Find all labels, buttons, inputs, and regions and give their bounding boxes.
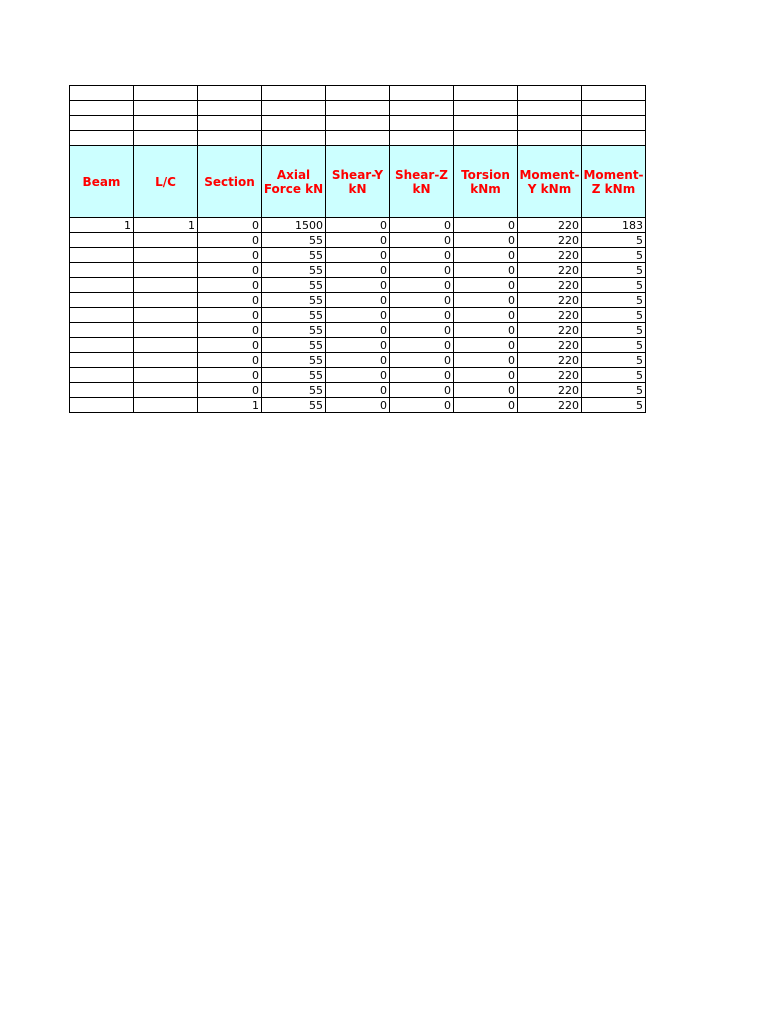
table-row xyxy=(70,308,646,323)
table-cell[interactable]: 5 xyxy=(582,263,646,278)
table-cell[interactable] xyxy=(134,383,198,398)
table-cell[interactable] xyxy=(70,233,134,248)
table-cell[interactable] xyxy=(70,308,134,323)
table-cell[interactable] xyxy=(70,263,134,278)
table-cell[interactable]: 5 xyxy=(582,368,646,383)
blank-cell[interactable] xyxy=(134,116,198,131)
table-cell[interactable]: 0 xyxy=(326,383,390,398)
table-cell[interactable]: 0 xyxy=(326,338,390,353)
table-row xyxy=(70,338,646,353)
table-cell[interactable]: 0 xyxy=(198,323,262,338)
blank-row xyxy=(70,116,646,131)
table-cell[interactable]: 55 xyxy=(262,308,326,323)
blank-cell[interactable] xyxy=(326,86,390,101)
table-cell[interactable]: 5 xyxy=(582,353,646,368)
table-cell[interactable]: 220 xyxy=(518,353,582,368)
table-cell[interactable]: 55 xyxy=(262,293,326,308)
blank-cell[interactable] xyxy=(454,101,518,116)
blank-cell[interactable] xyxy=(518,131,582,146)
table-cell[interactable]: 0 xyxy=(454,308,518,323)
table-cell[interactable] xyxy=(134,323,198,338)
table-cell[interactable]: 0 xyxy=(326,278,390,293)
table-cell[interactable]: 55 xyxy=(262,233,326,248)
table-cell[interactable]: 220 xyxy=(518,308,582,323)
blank-cell[interactable] xyxy=(518,116,582,131)
table-row xyxy=(70,233,646,248)
table-row xyxy=(70,323,646,338)
blank-cell[interactable] xyxy=(582,131,646,146)
table-cell[interactable]: 0 xyxy=(198,353,262,368)
table-cell[interactable]: 0 xyxy=(454,278,518,293)
blank-row xyxy=(70,131,646,146)
blank-row xyxy=(70,86,646,101)
blank-cell[interactable] xyxy=(70,86,134,101)
blank-cell[interactable] xyxy=(70,101,134,116)
table-cell[interactable]: 55 xyxy=(262,263,326,278)
blank-cell[interactable] xyxy=(326,101,390,116)
table-cell[interactable] xyxy=(70,323,134,338)
table-cell[interactable]: 0 xyxy=(454,323,518,338)
table-cell[interactable] xyxy=(134,263,198,278)
blank-cell[interactable] xyxy=(390,86,454,101)
table-cell[interactable]: 5 xyxy=(582,323,646,338)
table-cell[interactable]: 220 xyxy=(518,323,582,338)
table-cell[interactable]: 0 xyxy=(454,383,518,398)
table-cell[interactable]: 0 xyxy=(454,233,518,248)
table-body xyxy=(70,86,646,413)
blank-cell[interactable] xyxy=(262,86,326,101)
blank-cell[interactable] xyxy=(198,86,262,101)
table-row xyxy=(70,368,646,383)
table-cell[interactable]: 0 xyxy=(326,308,390,323)
table-cell[interactable] xyxy=(70,368,134,383)
blank-cell[interactable] xyxy=(70,116,134,131)
table-cell[interactable]: 1 xyxy=(198,398,262,413)
blank-cell[interactable] xyxy=(262,131,326,146)
table-cell[interactable]: 55 xyxy=(262,368,326,383)
table-cell[interactable] xyxy=(134,338,198,353)
blank-cell[interactable] xyxy=(582,86,646,101)
table-cell[interactable]: 0 xyxy=(454,398,518,413)
table-cell[interactable]: 0 xyxy=(390,248,454,263)
table-cell[interactable]: 5 xyxy=(582,338,646,353)
table-cell[interactable]: 220 xyxy=(518,338,582,353)
blank-cell[interactable] xyxy=(454,86,518,101)
table-cell[interactable]: 0 xyxy=(390,293,454,308)
table-cell[interactable]: 0 xyxy=(390,368,454,383)
table-cell[interactable] xyxy=(70,353,134,368)
blank-cell[interactable] xyxy=(198,131,262,146)
table-cell[interactable]: 220 xyxy=(518,248,582,263)
table-cell[interactable]: 220 xyxy=(518,263,582,278)
table-cell[interactable]: 0 xyxy=(326,353,390,368)
blank-cell[interactable] xyxy=(198,101,262,116)
table-row xyxy=(70,263,646,278)
blank-cell[interactable] xyxy=(326,131,390,146)
table-row xyxy=(70,218,646,233)
table-cell[interactable]: 0 xyxy=(198,233,262,248)
blank-cell[interactable] xyxy=(134,131,198,146)
header-row xyxy=(70,146,646,218)
table-cell[interactable]: 5 xyxy=(582,248,646,263)
column-header[interactable]: L/C xyxy=(134,146,198,218)
table-cell[interactable]: 0 xyxy=(390,308,454,323)
blank-cell[interactable] xyxy=(390,101,454,116)
table-row xyxy=(70,353,646,368)
table-cell[interactable]: 0 xyxy=(454,248,518,263)
table-cell[interactable]: 0 xyxy=(326,233,390,248)
table-cell[interactable]: 55 xyxy=(262,248,326,263)
table-cell[interactable]: 0 xyxy=(198,383,262,398)
table-cell[interactable]: 0 xyxy=(390,263,454,278)
table-cell[interactable]: 0 xyxy=(390,218,454,233)
table-cell[interactable] xyxy=(70,398,134,413)
column-header[interactable]: Section xyxy=(198,146,262,218)
table-row xyxy=(70,248,646,263)
blank-cell[interactable] xyxy=(70,131,134,146)
table-cell[interactable]: 0 xyxy=(390,383,454,398)
table-cell[interactable]: 5 xyxy=(582,278,646,293)
table-cell[interactable]: 0 xyxy=(326,218,390,233)
table-cell[interactable] xyxy=(134,293,198,308)
blank-cell[interactable] xyxy=(454,131,518,146)
column-header[interactable]: Axial Force kN xyxy=(262,146,326,218)
column-header[interactable]: Torsion kNm xyxy=(454,146,518,218)
blank-cell[interactable] xyxy=(262,101,326,116)
table-cell[interactable]: 220 xyxy=(518,293,582,308)
table-cell[interactable]: 0 xyxy=(198,278,262,293)
table-cell[interactable] xyxy=(134,233,198,248)
table-cell[interactable]: 0 xyxy=(454,293,518,308)
column-header[interactable]: Moment-Z kNm xyxy=(582,146,646,218)
blank-cell[interactable] xyxy=(326,116,390,131)
table-cell[interactable]: 5 xyxy=(582,233,646,248)
table-row xyxy=(70,278,646,293)
table-cell[interactable] xyxy=(70,338,134,353)
table-cell[interactable]: 55 xyxy=(262,398,326,413)
table-cell[interactable]: 0 xyxy=(390,323,454,338)
table-cell[interactable]: 55 xyxy=(262,353,326,368)
table-cell[interactable]: 55 xyxy=(262,383,326,398)
table-cell[interactable]: 1500 xyxy=(262,218,326,233)
blank-cell[interactable] xyxy=(454,116,518,131)
blank-cell[interactable] xyxy=(518,86,582,101)
table-cell[interactable]: 0 xyxy=(198,368,262,383)
column-header[interactable]: Moment-Y kNm xyxy=(518,146,582,218)
table-cell[interactable]: 5 xyxy=(582,308,646,323)
table-cell[interactable]: 1 xyxy=(134,218,198,233)
table-cell[interactable]: 55 xyxy=(262,323,326,338)
table-cell[interactable]: 55 xyxy=(262,278,326,293)
table-cell[interactable]: 0 xyxy=(198,338,262,353)
table-cell[interactable]: 0 xyxy=(390,233,454,248)
table-cell[interactable] xyxy=(134,308,198,323)
blank-cell[interactable] xyxy=(582,101,646,116)
table-cell[interactable] xyxy=(70,248,134,263)
table-cell[interactable]: 0 xyxy=(454,263,518,278)
blank-cell[interactable] xyxy=(390,131,454,146)
blank-cell[interactable] xyxy=(198,116,262,131)
table-cell[interactable]: 0 xyxy=(454,338,518,353)
table-cell[interactable] xyxy=(70,383,134,398)
table-cell[interactable]: 5 xyxy=(582,383,646,398)
table-cell[interactable]: 0 xyxy=(198,248,262,263)
table-cell[interactable]: 0 xyxy=(326,293,390,308)
beam-forces-table xyxy=(69,85,646,413)
table-cell[interactable]: 0 xyxy=(454,218,518,233)
table-cell[interactable]: 0 xyxy=(454,353,518,368)
table-cell[interactable]: 220 xyxy=(518,233,582,248)
table-cell[interactable]: 0 xyxy=(198,263,262,278)
blank-cell[interactable] xyxy=(390,116,454,131)
table-cell[interactable] xyxy=(134,398,198,413)
table-cell[interactable]: 55 xyxy=(262,338,326,353)
table-cell[interactable] xyxy=(70,293,134,308)
table-cell[interactable] xyxy=(70,278,134,293)
blank-cell[interactable] xyxy=(582,116,646,131)
blank-cell[interactable] xyxy=(262,116,326,131)
table-cell[interactable]: 0 xyxy=(326,323,390,338)
column-header[interactable]: Beam xyxy=(70,146,134,218)
table-row xyxy=(70,398,646,413)
table-cell[interactable]: 0 xyxy=(390,353,454,368)
table-cell[interactable]: 0 xyxy=(326,398,390,413)
table-cell[interactable]: 0 xyxy=(390,338,454,353)
table-row xyxy=(70,383,646,398)
blank-cell[interactable] xyxy=(134,86,198,101)
blank-cell[interactable] xyxy=(518,101,582,116)
table-cell[interactable]: 5 xyxy=(582,398,646,413)
blank-cell[interactable] xyxy=(134,101,198,116)
table-cell[interactable]: 0 xyxy=(454,368,518,383)
table-cell[interactable]: 220 xyxy=(518,278,582,293)
table-cell[interactable]: 220 xyxy=(518,398,582,413)
table-cell[interactable]: 183 xyxy=(582,218,646,233)
table-cell[interactable]: 0 xyxy=(326,263,390,278)
column-header[interactable]: Shear-Y kN xyxy=(326,146,390,218)
table-cell[interactable]: 0 xyxy=(326,368,390,383)
table-cell[interactable]: 0 xyxy=(198,308,262,323)
table-cell[interactable]: 1 xyxy=(70,218,134,233)
table-cell[interactable]: 220 xyxy=(518,368,582,383)
table-cell[interactable]: 0 xyxy=(198,293,262,308)
table-cell[interactable]: 0 xyxy=(390,278,454,293)
table-row xyxy=(70,293,646,308)
table-cell[interactable] xyxy=(134,248,198,263)
table-cell[interactable] xyxy=(134,278,198,293)
table-cell[interactable]: 0 xyxy=(326,248,390,263)
blank-row xyxy=(70,101,646,116)
column-header[interactable]: Shear-Z kN xyxy=(390,146,454,218)
table-cell[interactable]: 0 xyxy=(390,398,454,413)
table-cell[interactable]: 5 xyxy=(582,293,646,308)
table-cell[interactable]: 0 xyxy=(198,218,262,233)
table-cell[interactable] xyxy=(134,353,198,368)
table-cell[interactable] xyxy=(134,368,198,383)
table-cell[interactable]: 220 xyxy=(518,218,582,233)
table-cell[interactable]: 220 xyxy=(518,383,582,398)
